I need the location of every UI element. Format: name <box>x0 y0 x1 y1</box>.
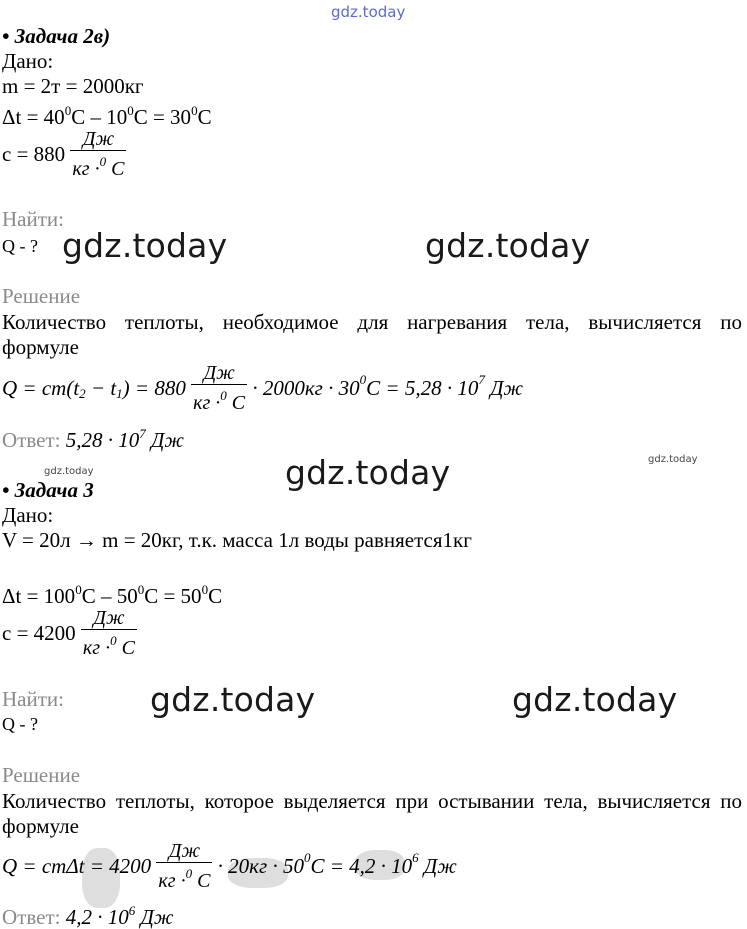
watermark-small: gdz.today <box>44 466 94 477</box>
degree-sup: 0 <box>191 103 198 118</box>
task-3-text-line2: формуле <box>2 814 79 838</box>
unit-denominator: кг ·$^0$ C <box>70 150 126 180</box>
task-3-c-line: c = 4200 $\frac{Дж}{кг \cdot^0 C}$ <box>2 607 135 659</box>
task-2-title: • Задача 2в) <box>2 24 111 48</box>
task-2-c-line <box>2 128 126 180</box>
watermark-big: gdz.today <box>512 680 678 719</box>
watermark-big: gdz.today <box>285 453 451 492</box>
dt-mid2: C = 30 <box>133 105 192 129</box>
watermark-top: gdz.today <box>331 3 406 21</box>
task-2-find-label: Найти: <box>2 207 64 231</box>
unit-fraction: $\frac{Дж}{кг \cdot^0 C}$ <box>193 362 246 414</box>
answer-label: Ответ: <box>2 905 61 929</box>
task-3-volume-line: V = 20л → m = 20кг, т.к. масса 1л воды равняется1кг <box>2 528 472 552</box>
task-2-delta-t-line <box>2 99 212 129</box>
watermark-big: gdz.today <box>62 226 228 265</box>
degree-sup: 0 <box>127 103 134 118</box>
watermark-big: gdz.today <box>150 680 316 719</box>
task-2-answer <box>2 422 184 452</box>
task-3-formula: Q = cmΔt = 4200 $\frac{Дж}{кг \cdot^0 C}$ · $20кг \cdot 50^0C = 4,2 \cdot 10^6$ Дж <box>2 840 457 892</box>
task-2-find-q: Q - ? <box>2 236 38 256</box>
c-prefix: c = 880 <box>2 142 66 166</box>
task-3-delta-t-line: $\Delta t = 100^0C - 50^0C = 50^0C$ <box>2 582 223 608</box>
unit-fraction: $\frac{Дж}{кг \cdot^0 C}$ <box>158 840 211 892</box>
task-3-find-label: Найти: <box>2 687 64 711</box>
task-3-answer <box>2 899 173 929</box>
answer-value: $5,28 \cdot 10^7$ Дж <box>65 426 184 452</box>
dt-prefix: Δt = 40 <box>2 105 65 129</box>
task-2-mass-line: m = 2т = 2000кг <box>2 74 144 98</box>
task-3-solution-label: Решение <box>2 763 81 787</box>
unit-fraction: $\frac{Дж}{кг \cdot^0 C}$ <box>82 607 135 659</box>
task-2-text-line1: Количество теплоты, необходимое для нагревания тела, вычисляется по <box>2 310 742 334</box>
task-3-title: • Задача 3 <box>2 478 94 502</box>
task-2-text-line2: формуле <box>2 335 79 359</box>
task-3-given-label: Дано: <box>2 503 54 527</box>
dt-suffix: C <box>197 105 212 129</box>
answer-value: $4,2 \cdot 10^6$ Дж <box>65 903 174 929</box>
task-2-formula: $Q = cm(t_2 - t_1) = 880$ $\frac{Дж}{кг \cdot^0 C}$ · $2000кг \cdot 30^0C = 5,28 \cdot 10^7$ Дж <box>2 362 523 414</box>
task-2-solution-label: Решение <box>2 284 81 308</box>
dt-mid1: C – 10 <box>71 105 128 129</box>
unit-numerator: Дж <box>82 128 115 150</box>
task-3-text-line1: Количество теплоты, которое выделяется при остывании тела, вычисляется по <box>2 789 742 813</box>
task-3-find-q: Q - ? <box>2 714 38 734</box>
watermark-small: gdz.today <box>648 454 698 465</box>
degree-sup: 0 <box>64 103 72 118</box>
unit-fraction <box>70 128 126 180</box>
answer-label: Ответ: <box>2 428 61 452</box>
task-2-given-label: Дано: <box>2 49 54 73</box>
watermark-big: gdz.today <box>425 226 591 265</box>
